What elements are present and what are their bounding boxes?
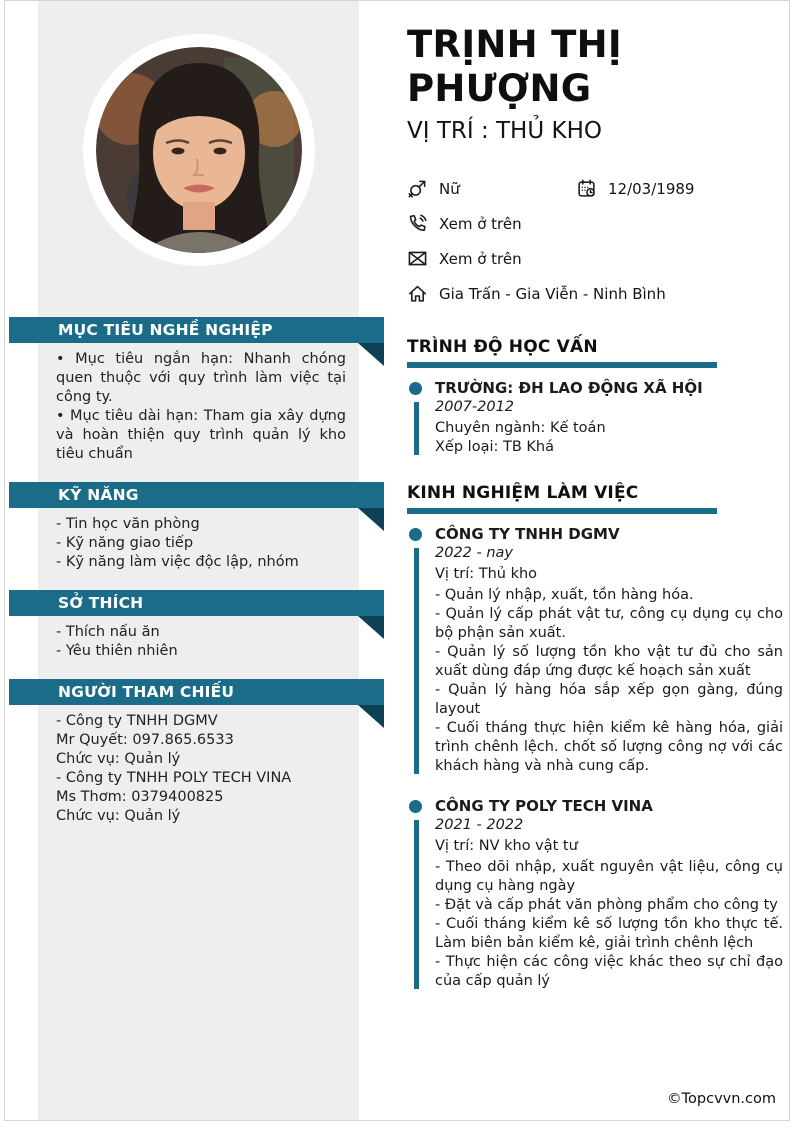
experience-duty: - Cuối tháng thực hiện kiểm kê hàng hóa, giải trình chênh lệch. chốt số lượng công nợ với các khách hàng và nhà cung cấp. — [435, 720, 783, 774]
objective-line: • Mục tiêu dài hạn: Tham gia xây dựng và hoàn thiện quy trình quản lý kho tiêu chuẩn — [56, 408, 346, 462]
reference-line: - Công ty TNHH POLY TECH VINA — [56, 770, 292, 786]
hobby-item: - Yêu thiên nhiên — [56, 643, 178, 659]
ribbon-fold-icon — [358, 508, 384, 531]
references-content — [38, 705, 359, 835]
experience-period: 2022 - nay — [435, 545, 514, 561]
education-section-title: TRÌNH ĐỘ HỌC VẤN — [407, 337, 598, 357]
skill-item: - Tin học văn phòng — [56, 516, 200, 532]
cv-page — [4, 0, 790, 1121]
profile-photo — [96, 47, 302, 253]
sidebar — [38, 1, 359, 1120]
reference-line: Ms Thơm: 0379400825 — [56, 789, 224, 805]
reference-line: Chức vụ: Quản lý — [56, 751, 181, 767]
main-column — [407, 1, 783, 991]
experience-duty: - Đặt và cấp phát văn phòng phẩm cho công ty — [435, 897, 778, 913]
watermark: ©Topcvvn.com — [667, 1091, 776, 1107]
contact-info — [407, 171, 783, 311]
sidebar-section-hobbies-title: SỞ THÍCH — [58, 594, 144, 612]
contact-row-gender-birthdate — [407, 171, 783, 206]
sidebar-section-skills-header — [9, 482, 384, 508]
experience-duty: - Theo dõi nhập, xuất nguyên vật liệu, công cụ dụng cụ hàng ngày — [435, 859, 783, 894]
contact-gender — [407, 178, 576, 199]
contact-email — [407, 241, 783, 276]
ribbon-fold-icon — [358, 705, 384, 728]
education-period: 2007-2012 — [435, 399, 515, 415]
reference-line: Chức vụ: Quản lý — [56, 808, 181, 824]
experience-duty: - Cuối tháng kiểm kê số lượng tồn kho thực tế. Làm biên bản kiểm kê, giải trình chênh lệch — [435, 916, 783, 951]
timeline-dot-icon — [409, 528, 422, 541]
hobbies-content — [38, 616, 359, 670]
ribbon-fold-icon — [358, 343, 384, 366]
profile-photo-ring — [83, 34, 315, 266]
gender-value: Nữ — [439, 179, 460, 198]
experience-section-title: KINH NGHIỆM LÀM VIỆC — [407, 483, 639, 503]
experience-duty: - Quản lý hàng hóa sắp xếp gọn gàng, đúng layout — [435, 682, 783, 717]
phone-icon — [407, 213, 428, 234]
objective-content — [38, 343, 359, 473]
experience-period: 2021 - 2022 — [435, 817, 524, 833]
experience-role: Vị trí: Thủ kho — [435, 566, 538, 582]
skill-item: - Kỹ năng giao tiếp — [56, 535, 194, 551]
experience-item — [407, 525, 783, 776]
reference-line: - Công ty TNHH DGMV — [56, 713, 218, 729]
experience-duty: - Quản lý cấp phát vật tư, công cụ dụng cụ cho bộ phận sản xuất. — [435, 606, 783, 641]
candidate-position: VỊ TRÍ : THỦ KHO — [407, 118, 602, 144]
contact-phone — [407, 206, 783, 241]
timeline-line — [414, 548, 419, 774]
reference-line: Mr Quyết: 097.865.6533 — [56, 732, 234, 748]
hobby-item: - Thích nấu ăn — [56, 624, 160, 640]
home-icon — [407, 283, 428, 304]
school-name: TRƯỜNG: ĐH LAO ĐỘNG XÃ HỘI — [435, 379, 703, 397]
sidebar-section-objective-header — [9, 317, 384, 343]
experience-duty: - Thực hiện các công việc khác theo sự chỉ đạo của cấp quản lý — [435, 954, 783, 989]
experience-item — [407, 797, 783, 991]
education-major: Chuyên ngành: Kế toán — [435, 420, 606, 436]
candidate-name: TRỊNH THỊ PHƯỢNG — [407, 23, 622, 110]
sidebar-section-skills-title: KỸ NĂNG — [58, 486, 139, 504]
company-name: CÔNG TY POLY TECH VINA — [435, 797, 653, 815]
phone-value: Xem ở trên — [439, 214, 522, 233]
section-underline — [407, 508, 717, 514]
address-value: Gia Trấn - Gia Viễn - Ninh Bình — [439, 284, 666, 303]
skill-item: - Kỹ năng làm việc độc lập, nhóm — [56, 554, 299, 570]
ribbon-fold-icon — [358, 616, 384, 639]
experience-role: Vị trí: NV kho vật tư — [435, 838, 578, 854]
sidebar-section-hobbies-header — [9, 590, 384, 616]
company-name: CÔNG TY TNHH DGMV — [435, 525, 620, 543]
mail-icon — [407, 248, 428, 269]
birthdate-value: 12/03/1989 — [608, 179, 695, 198]
timeline-dot-icon — [409, 382, 422, 395]
gender-icon — [407, 178, 428, 199]
sidebar-section-references-header — [9, 679, 384, 705]
timeline-dot-icon — [409, 800, 422, 813]
contact-birthdate — [576, 178, 694, 199]
experience-duty: - Quản lý nhập, xuất, tồn hàng hóa. — [435, 587, 694, 603]
objective-line: • Mục tiêu ngắn hạn: Nhanh chóng quen thuộc với quy trình làm việc tại công ty. — [56, 351, 346, 405]
sidebar-section-references-title: NGƯỜI THAM CHIẾU — [58, 683, 235, 701]
email-value: Xem ở trên — [439, 249, 522, 268]
sidebar-section-objective-title: MỤC TIÊU NGHỀ NGHIỆP — [58, 321, 273, 339]
timeline-line — [414, 820, 419, 989]
education-item — [407, 379, 783, 457]
calendar-icon — [576, 178, 597, 199]
experience-duty: - Quản lý số lượng tồn kho vật tư đủ cho sản xuất dùng đáp ứng được kế hoạch sản xuất — [435, 644, 783, 679]
timeline-line — [414, 402, 419, 455]
education-grade: Xếp loại: TB Khá — [435, 439, 554, 455]
contact-address — [407, 276, 783, 311]
section-underline — [407, 362, 717, 368]
skills-content — [38, 508, 359, 581]
